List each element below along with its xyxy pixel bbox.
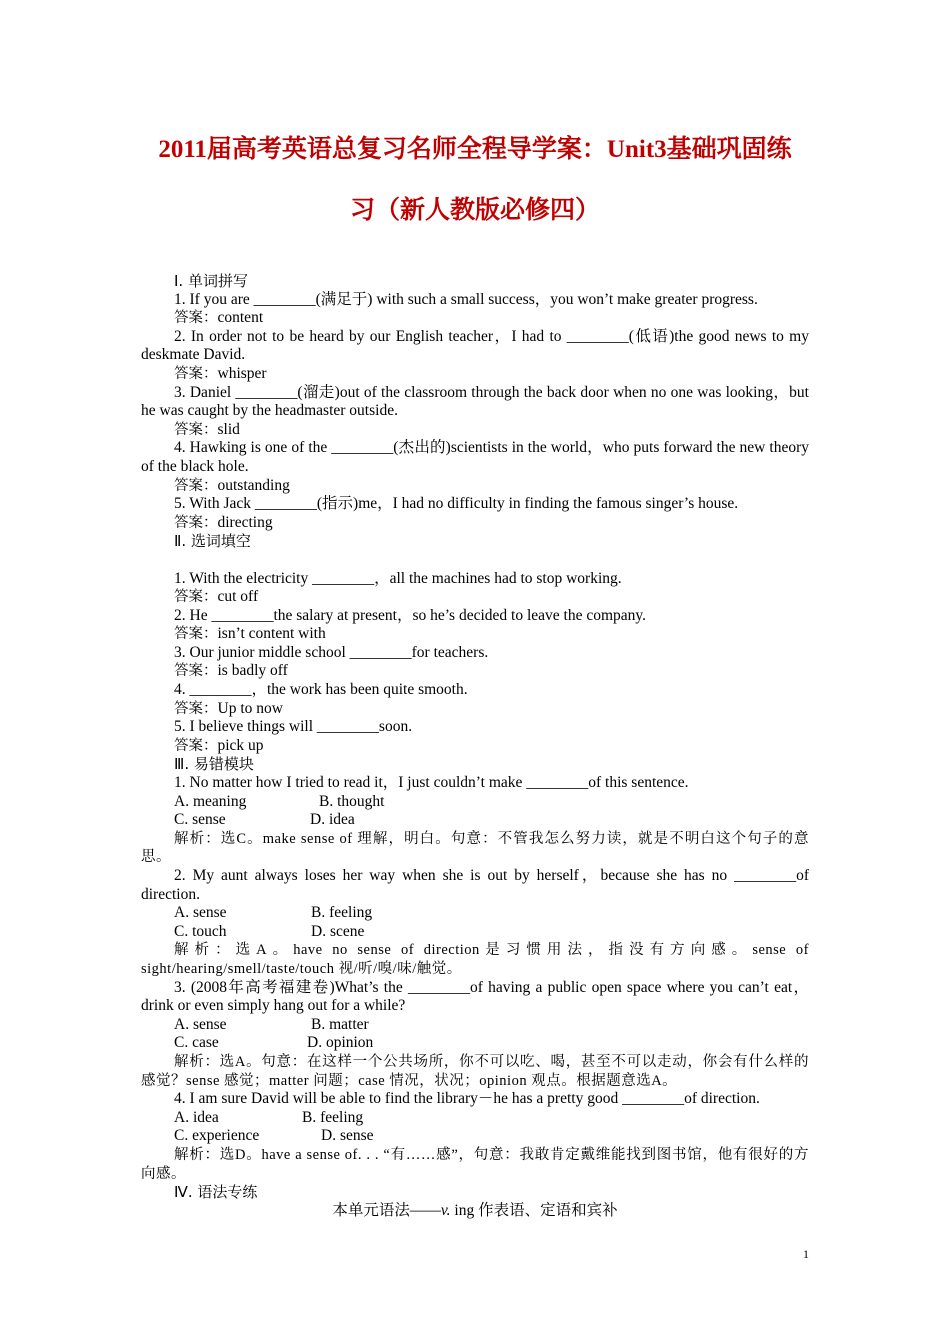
answer-text: whisper <box>217 364 267 382</box>
option: B. feeling <box>311 904 373 922</box>
answer <box>141 309 809 328</box>
answer <box>141 514 809 533</box>
answer <box>141 477 809 496</box>
answer-text: slid <box>217 420 240 438</box>
answer <box>141 365 809 384</box>
grammar-subheading <box>141 1202 809 1221</box>
answer-text: Up to now <box>217 699 283 717</box>
document-title <box>120 126 830 235</box>
options-row <box>141 1127 809 1146</box>
answer-label: 答案： <box>174 514 218 531</box>
explanation: 解析：选A。句意：在这样一个公共场所，你不可以吃、喝，甚至不可以走动，你会有什么样的感觉？sense 感觉；matter 问题；case 情况，状况；opinion 观点。根据题意选A。 <box>141 1053 809 1089</box>
subheading-suffix: ing 作表语、定语和宾补 <box>450 1201 618 1219</box>
answer-text: isn’t content with <box>217 625 326 643</box>
answer-label: 答案： <box>174 421 218 438</box>
subheading-v: v. <box>440 1201 451 1219</box>
answer-text: directing <box>217 513 273 531</box>
section-1-heading: Ⅰ. 单词拼写 <box>174 272 248 290</box>
title-line-1: 2011届高考英语总复习名师全程导学案：Unit3基础巩固练 <box>158 136 792 163</box>
subheading-prefix: 本单元语法—— <box>332 1201 441 1219</box>
question: 5. I believe things will ________soon. <box>174 718 413 736</box>
answer-text: pick up <box>217 736 264 754</box>
answer-label: 答案： <box>174 365 218 382</box>
option: D. sense <box>321 1127 374 1145</box>
section-3-heading: Ⅲ. 易错模块 <box>174 755 254 774</box>
answer-label: 答案： <box>174 626 218 643</box>
option: A. idea <box>174 1108 219 1126</box>
answer-label: 答案： <box>174 663 218 680</box>
answer-text: cut off <box>217 588 259 606</box>
options-row <box>141 1034 809 1053</box>
document-body <box>141 272 809 1220</box>
answer-label: 答案： <box>174 310 218 327</box>
option: C. experience <box>174 1127 260 1145</box>
explanation: 解析：选C。make sense of 理解，明白。句意：不管我怎么努力读，就是不明白这个句子的意思。 <box>141 830 809 866</box>
option: B. feeling <box>302 1108 364 1126</box>
options-row <box>141 811 809 830</box>
answer <box>141 625 809 644</box>
options-row <box>141 923 809 942</box>
question: 3. Daniel ________(溜走)out of the classroom through the back door when no one was looking，but he was caught by the headmaster outside. <box>141 383 809 420</box>
question: 1. No matter how I tried to read it，I just couldn’t make ________of this sentence. <box>174 774 689 792</box>
options-row <box>141 904 809 923</box>
question: 4. ________，the work has been quite smooth. <box>174 681 468 699</box>
question: 4. I am sure David will be able to find the library－he has a pretty good ________of direction. <box>174 1090 760 1108</box>
answer-text: content <box>217 309 264 327</box>
section-4-heading: Ⅳ. 语法专练 <box>174 1183 258 1202</box>
answer <box>141 737 809 756</box>
option: C. sense <box>174 811 226 829</box>
answer-text: is badly off <box>217 662 288 680</box>
answer-label: 答案： <box>174 589 218 606</box>
question: 2. In order not to be heard by our English teacher，I had to ________(低语)the good news to my deskmate David. <box>141 327 809 364</box>
question: 2. My aunt always loses her way when she is out by herself，because she has no ________of direction. <box>141 867 809 903</box>
option: A. sense <box>174 1015 227 1033</box>
answer <box>141 588 809 607</box>
title-line-2: 习（新人教版必修四） <box>349 197 600 224</box>
answer <box>141 662 809 681</box>
option: C. case <box>174 1034 219 1052</box>
question: 3. Our junior middle school ________for teachers. <box>174 643 489 661</box>
explanation: 解析：选D。have a sense of. . . “有……感”，句意：我敢肯定戴维能找到图书馆，他有很好的方向感。 <box>141 1146 809 1182</box>
explanation: 解析：选A。have no sense of direction是习惯用法，指没有方向感。sense of sight/hearing/smell/taste/touch 视/听/嗅/味/触觉。 <box>141 942 809 977</box>
section-2-heading: Ⅱ. 选词填空 <box>174 532 251 551</box>
option: B. thought <box>319 792 385 810</box>
question: 2. He ________the salary at present，so he’s decided to leave the company. <box>174 606 647 624</box>
options-row <box>141 1016 809 1035</box>
answer-label: 答案： <box>174 700 218 717</box>
question: 1. With the electricity ________，all the machines had to stop working. <box>174 569 622 587</box>
answer-label: 答案： <box>174 477 218 494</box>
option: A. meaning <box>174 792 247 810</box>
options-row <box>141 793 809 812</box>
option: D. scene <box>311 922 365 940</box>
option: B. matter <box>311 1015 369 1033</box>
question: 5. With Jack ________(指示)me，I had no difficulty in finding the famous singer’s house. <box>174 495 739 513</box>
option: A. sense <box>174 904 227 922</box>
answer-label: 答案： <box>174 737 218 754</box>
option: D. idea <box>310 811 355 829</box>
question: 1. If you are ________(满足于) with such a small success，you won’t make greater progress. <box>174 290 758 308</box>
option: C. touch <box>174 922 227 940</box>
page-number: 1 <box>803 1247 809 1261</box>
options-row <box>141 1109 809 1128</box>
question: 3. (2008年高考福建卷)What’s the ________of having a public open space where you can’t eat，drink or even simply hang out for a while? <box>141 978 809 1015</box>
answer <box>141 421 809 440</box>
option: D. opinion <box>307 1034 374 1052</box>
answer-text: outstanding <box>217 476 290 494</box>
spacer <box>141 551 809 570</box>
question: 4. Hawking is one of the ________(杰出的)scientists in the world，who puts forward the new theory of the black hole. <box>141 439 809 475</box>
answer <box>141 700 809 719</box>
